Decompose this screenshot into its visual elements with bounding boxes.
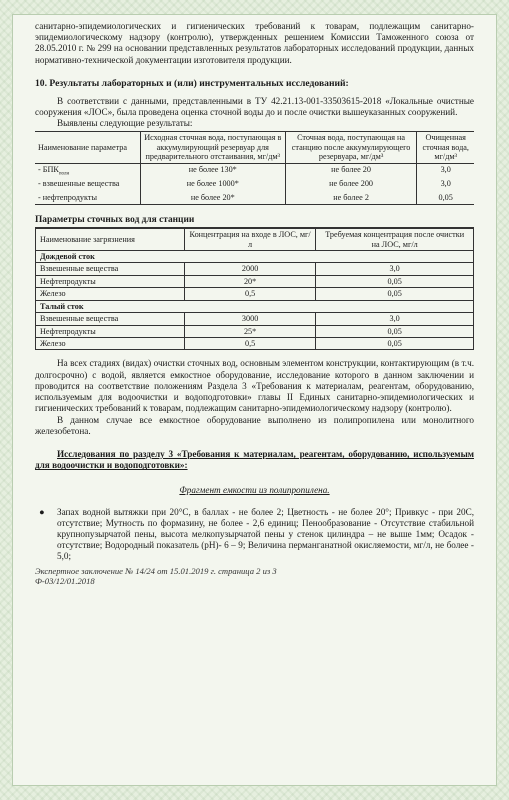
table-row [36,313,474,325]
table-cell: - нефтепродукты [35,189,140,204]
table-cell: Железо [36,288,185,300]
table-cell: 0,05 [316,275,474,287]
table-row [36,325,474,337]
table-cell: 3,0 [417,178,474,189]
table-cell: 3,0 [417,163,474,178]
results-table [35,131,474,205]
table-row [35,163,474,178]
table-cell: 25* [184,325,315,337]
stages-paragraph: На всех стадиях (видах) очистки сточных вод, основным элементом конструкции, контактирующим (в т.ч. долгосрочно) с водой, является емкостное оборудование, исследование которого в данном заключении и проводится на соответствие положениям Раздела 3 «Требования к материалам, реагентам, оборудованию, используемым для водоочистки и водоподготовки» главы II Единых санитарно-эпидемиологических и гигиенических требований к товарам, подлежащим санитарно-эпидемиологическому надзору (контролю). [35,358,474,414]
table-cell: не более 130* [140,163,285,178]
table-header: Исходная сточная вода, поступающая в аккумулирующий резервуар для предварительного отстаивания, мг/дм³ [140,132,285,163]
table-cell: 0,05 [316,325,474,337]
bullet-icon: ● [39,506,45,517]
table-cell: не более 200 [285,178,417,189]
table-header: Наименование параметра [35,132,140,163]
table-cell: 20* [184,275,315,287]
table-cell: Нефтепродукты [36,275,185,287]
table-group-row [36,300,474,312]
table-header: Сточная вода, поступающая на станцию после аккумулирующего резервуара, мг/дм³ [285,132,417,163]
group-label: Талый сток [36,300,474,312]
table-row [36,338,474,350]
table-header: Наименование загрязнения [36,229,185,251]
table-cell: не более 20 [285,163,417,178]
table-cell: 3,0 [316,263,474,275]
section-10-title: 10. Результаты лабораторных и (или) инструментальных исследований: [35,77,349,89]
fragment-caption: Фрагмент емкости из полипропилена. [179,485,330,496]
results-intro: Выявлены следующие результаты: [57,118,193,129]
table-cell: 0,05 [316,288,474,300]
table-cell: 0,05 [417,189,474,204]
material-paragraph: В данном случае все емкостное оборудование выполнено из полипропилена или монолитного железобетона. [35,414,474,436]
table-cell: 2000 [184,263,315,275]
footer-line-1: Экспертное заключение № 14/24 от 15.01.2019 г. страница 2 из 3 [35,565,277,576]
table-cell: 3000 [184,313,315,325]
table-row [36,288,474,300]
table-cell: 0,05 [316,338,474,350]
document-page [12,14,497,786]
table-cell: Нефтепродукты [36,325,185,337]
table-cell: не более 20* [140,189,285,204]
table-cell: Взвешенные вещества [36,263,185,275]
table-cell: Железо [36,338,185,350]
table-cell: не более 1000* [140,178,285,189]
table-cell: 0,5 [184,338,315,350]
table-row [35,189,474,204]
table-header: Требуемая концентрация после очистки на ЛОС, мг/л [316,229,474,251]
section-10-paragraph: В соответствии с данными, представленными в ТУ 42.21.13-001-33503615-2018 «Локальные очистные сооружения «ЛОС», была проведена оценка сточной воды до и после очистки вышеуказанных сооружений. [35,95,474,117]
table-group-row [36,251,474,263]
list-item [35,507,474,563]
table-cell: 3,0 [316,313,474,325]
table-row [36,275,474,287]
table-row [35,178,474,189]
table-cell: - $БПК_{полн}$ [38,164,70,177]
document-footer [35,566,474,587]
intro-paragraph: санитарно-эпидемиологических и гигиенических требований к товарам, подлежащим санитарно-эпидемиологическому надзору (контролю), утвержденных решением Комиссии Таможенного союза от 28.05.2010 г. № 299 на основании представленных результатов лабораторных исследований продукции, данных нормативно-технической документации изготовителя продукции. [35,21,474,65]
wastewater-table [35,228,474,350]
table-row [36,263,474,275]
bullet-text: Запах водной вытяжки при 20°С, в баллах - не более 2; Цветность - не более 20°; Привкус - при 20С, отсутствие; Мутность по формазину, не более - 2,6 единиц; Пенообразование - Отсутствие стабильной крупнопузырчатой пены, высота мелкопузырчатой пены у стенок цилиндра – не выше 1мм; Осадок - отсутствие; Водородный показатель (рН)- 6 – 9; Величина перманганатной окисляемости, мг/л, не более - 5,0; [57,506,474,562]
wastewater-table-title: Параметры сточных вод для станции [35,215,474,228]
group-label: Дождевой сток [36,251,474,263]
table-cell: Взвешенные вещества [36,313,185,325]
table-cell: - взвешенные вещества [38,178,120,188]
table-header: Очищенная сточная вода, мг/дм³ [417,132,474,163]
table-cell: 0,5 [184,288,315,300]
table-header: Концентрация на входе в ЛОС, мг/л [184,229,315,251]
footer-line-2: Ф-03/12/01.2018 [35,576,95,587]
table-cell: не более 2 [285,189,417,204]
research-title: Исследования по разделу 3 «Требования к материалам, реагентам, оборудованию, используемым для водоочистки и водоподготовки»: [35,448,474,471]
